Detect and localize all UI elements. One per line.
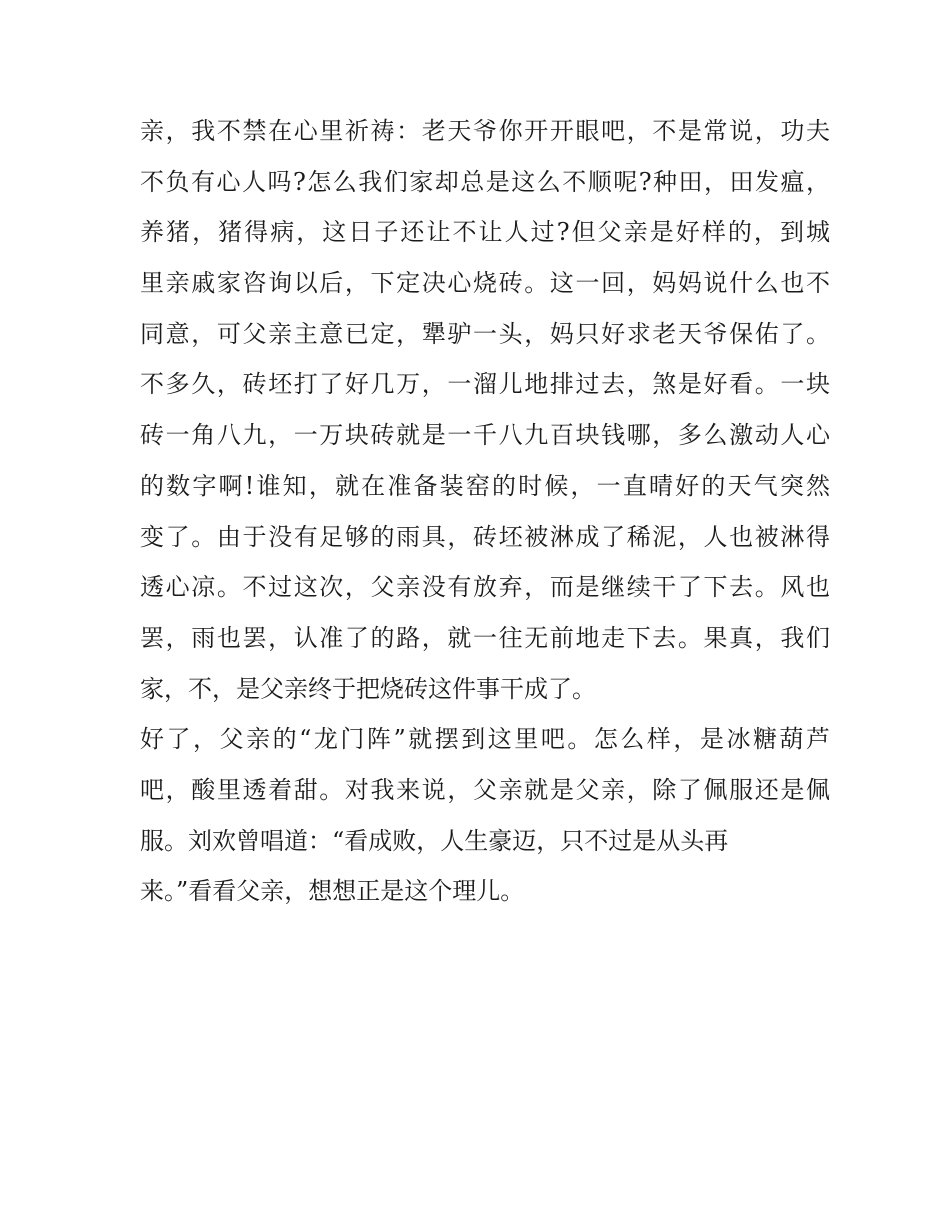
- text-line: 不多久，砖坯打了好几万，一溜儿地排过去，煞是好看。一块: [140, 370, 830, 399]
- body-text: [140, 106, 830, 917]
- text-line: 亲，我不禁在心里祈祷：老天爷你开开眼吧，不是常说，功夫: [140, 117, 830, 145]
- text-line: 罢，雨也罢，认准了的路，就一往无前地走下去。果真，我们: [140, 623, 830, 652]
- text-line: 来。”看看父亲，想想正是这个理儿。: [140, 877, 525, 906]
- text-line: 服。刘欢曾唱道：“看成败，人生豪迈，只不过是从头再: [140, 826, 729, 855]
- text-line: 好了，父亲的“龙门阵”就摆到这里吧。怎么样，是冰糖葫芦: [140, 725, 830, 754]
- text-line: 养猪，猪得病，这日子还让不让人过?但父亲是好样的，到城: [140, 218, 830, 247]
- text-line: 里亲戚家咨询以后，下定决心烧砖。这一回，妈妈说什么也不: [140, 269, 830, 298]
- text-line: 家，不，是父亲终于把烧砖这件事干成了。: [140, 674, 596, 703]
- text-line: 砖一角八九，一万块砖就是一千八九百块钱哪，多么激动人心: [140, 421, 830, 450]
- text-line: 变了。由于没有足够的雨具，砖坯被淋成了稀泥，人也被淋得: [140, 522, 830, 551]
- text-line: 同意，可父亲主意已定，犟驴一头，妈只好求老天爷保佑了。: [140, 319, 830, 348]
- text-line: 吧，酸里透着甜。对我来说，父亲就是父亲，除了佩服还是佩: [140, 775, 830, 804]
- text-line: 不负有心人吗?怎么我们家却总是这么不顺呢?种田，田发瘟，: [140, 167, 830, 196]
- text-line: 透心凉。不过这次，父亲没有放弃，而是继续干了下去。风也: [140, 573, 830, 602]
- text-line: 的数字啊!谁知，就在准备装窑的时候，一直晴好的天气突然: [140, 471, 830, 500]
